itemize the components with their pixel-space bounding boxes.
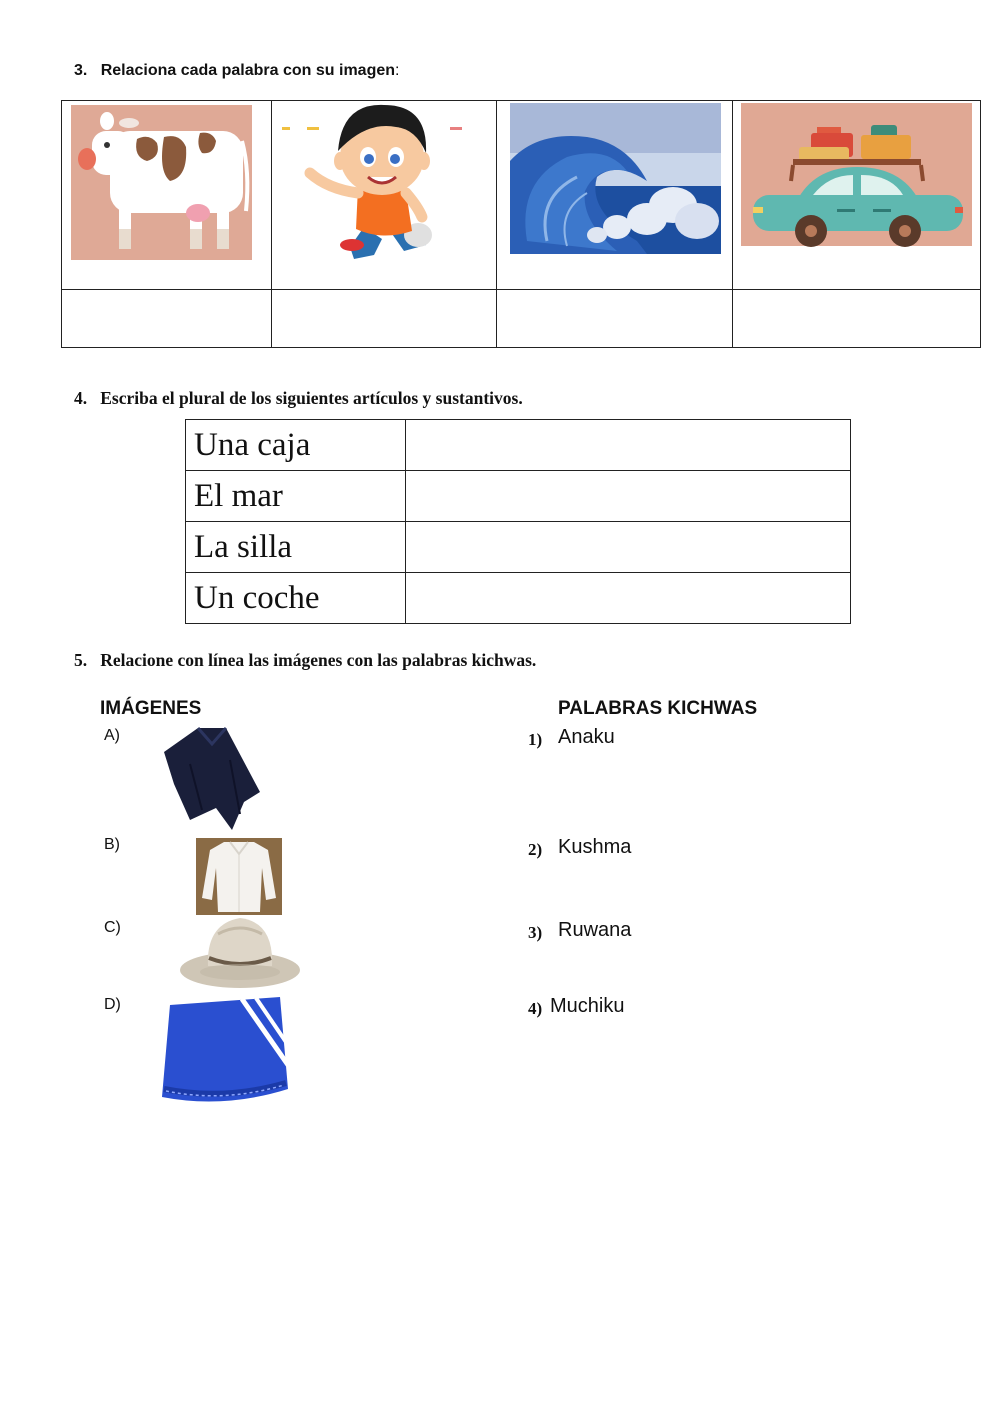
- kichwa-word-ruwana[interactable]: Ruwana: [558, 919, 632, 941]
- car-cell: [733, 101, 981, 290]
- plural-row: [186, 420, 851, 471]
- plural-row: [186, 573, 851, 624]
- plural-row: [186, 471, 851, 522]
- question-3-text: Relaciona cada palabra con su imagen: [100, 62, 396, 79]
- number-2: 2): [528, 840, 543, 859]
- number-1: 1): [528, 730, 543, 749]
- answer-cell-3[interactable]: [497, 290, 733, 348]
- letter-c: C): [104, 919, 121, 936]
- question-4-text: Escriba el plural de los siguientes artículos y sustantivos.: [100, 388, 523, 408]
- plural-answer-field[interactable]: [406, 471, 851, 522]
- answer-cell-1[interactable]: [62, 290, 272, 348]
- kichwa-words-heading: PALABRAS KICHWAS: [558, 698, 758, 719]
- question-5-number: 5.: [74, 650, 88, 670]
- plural-word: Una caja: [186, 420, 406, 471]
- plural-answer-field[interactable]: [406, 573, 851, 624]
- images-heading: IMÁGENES: [100, 698, 202, 719]
- kichwa-word-anaku[interactable]: Anaku: [558, 726, 615, 748]
- number-4: 4): [528, 999, 543, 1018]
- question-4-title: [74, 388, 523, 409]
- plural-word: El mar: [186, 471, 406, 522]
- car-luggage-image: [733, 101, 980, 289]
- plural-word: Un coche: [186, 573, 406, 624]
- question-3-number: 3.: [74, 62, 88, 79]
- number-3: 3): [528, 923, 543, 942]
- kichwa-word-muchiku[interactable]: Muchiku: [550, 995, 625, 1017]
- hat-image[interactable]: [180, 918, 300, 988]
- boy-cell: [272, 101, 497, 290]
- question-3-title: 3. Relaciona cada palabra con su imagen:: [74, 62, 400, 79]
- plural-word: La silla: [186, 522, 406, 573]
- match-image-table: [61, 100, 981, 348]
- skirt-image[interactable]: [160, 993, 290, 1105]
- wave-image: [497, 101, 732, 289]
- letter-d: D): [104, 996, 121, 1013]
- answer-cell-4[interactable]: [733, 290, 981, 348]
- wave-cell: [497, 101, 733, 290]
- answer-cell-2[interactable]: [272, 290, 497, 348]
- question-4-number: 4.: [74, 388, 88, 408]
- kichwa-word-kushma[interactable]: Kushma: [558, 836, 632, 858]
- cow-cell: [62, 101, 272, 290]
- plural-answer-field[interactable]: [406, 522, 851, 573]
- question-5-title: [74, 650, 536, 671]
- cow-image: [62, 101, 271, 289]
- shirt-image[interactable]: [196, 838, 282, 915]
- boy-image: [272, 101, 496, 289]
- letter-b: B): [104, 836, 120, 853]
- plural-row: [186, 522, 851, 573]
- letter-a: A): [104, 727, 120, 744]
- plural-answer-field[interactable]: [406, 420, 851, 471]
- poncho-image[interactable]: [160, 724, 264, 832]
- plural-table: [185, 419, 851, 624]
- question-5-text: Relacione con línea las imágenes con las palabras kichwas.: [100, 650, 537, 670]
